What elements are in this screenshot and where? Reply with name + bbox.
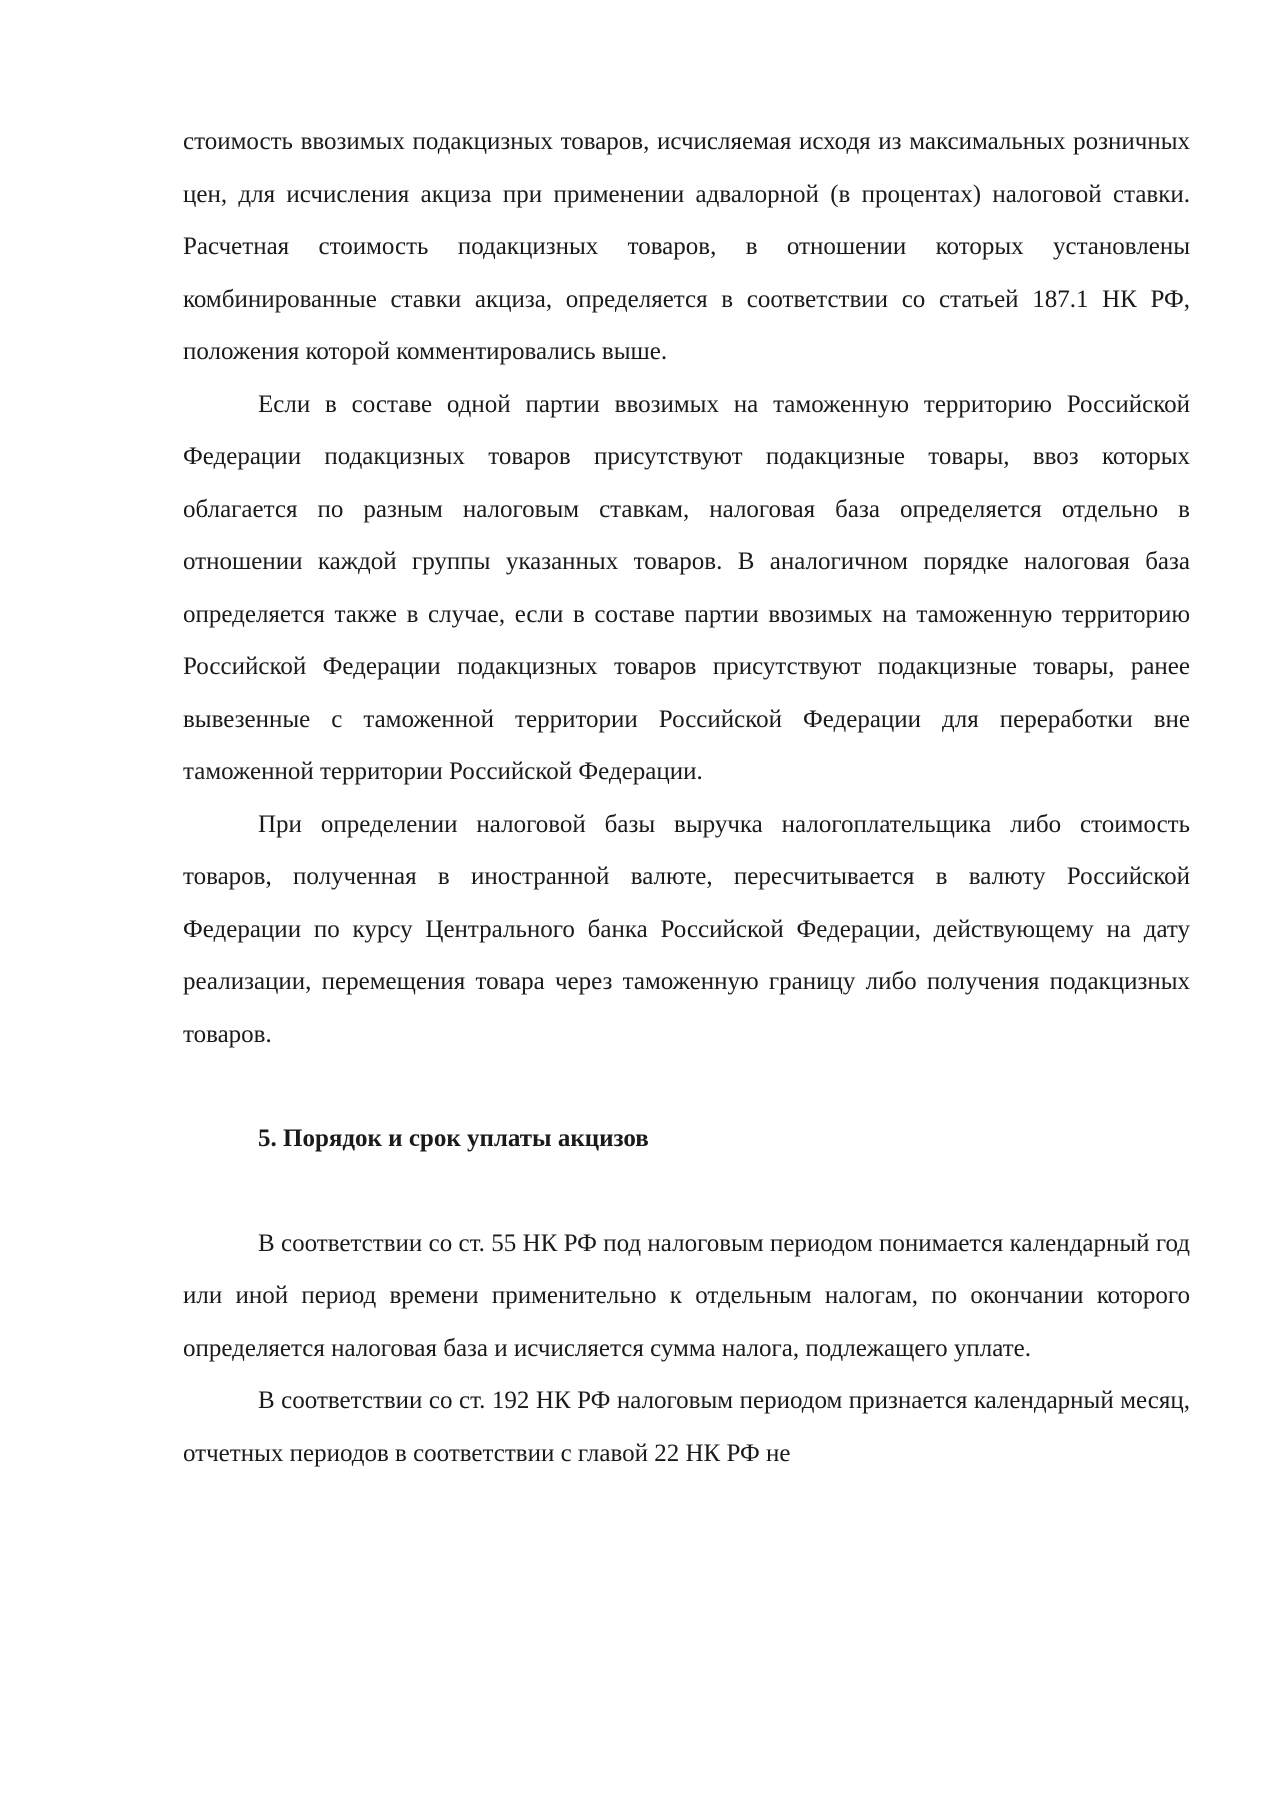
paragraph-calculated-value: стоимость ввозимых подакцизных товаров, исчисляемая исходя из максимальных розничных цен, для исчисления акциза при применении адвалорной (в процентах) налоговой ставки. Расчетная стоимость подакцизных товаров, в отношении которых установлены комбинированные ставки акциза, определяется в соответствии со статьей 187.1 НК РФ, положения которой комментировались выше. bbox=[183, 128, 1190, 365]
paragraph-tax-period-excise: В соответствии со ст. 192 НК РФ налоговым периодом признается календарный месяц, отчетных периодов в соответствии с главой 22 НК РФ не bbox=[183, 1387, 1190, 1467]
paragraph-mixed-batch: Если в составе одной партии ввозимых на таможенную территорию Российской Федерации подакцизных товаров присутствуют подакцизные товары, ввоз которых облагается по разным налоговым ставкам, налоговая база определяется отдельно в отношении каждой группы указанных товаров. В аналогичном порядке налоговая база определяется также в случае, если в составе партии ввозимых на таможенную территорию Российской Федерации подакцизных товаров присутствуют подакцизные товары, ранее вывезенные с таможенной территории Российской Федерации для переработки вне таможенной территории Российской Федерации. bbox=[183, 390, 1190, 785]
document-page bbox=[183, 116, 1190, 1480]
paragraph-foreign-currency: При определении налоговой базы выручка налогоплательщика либо стоимость товаров, полученная в иностранной валюте, пересчитывается в валюту Российской Федерации по курсу Центрального банка Российской Федерации, действующему на дату реализации, перемещения товара через таможенную границу либо получения подакцизных товаров. bbox=[183, 810, 1190, 1048]
section-heading: 5. Порядок и срок уплаты акцизов bbox=[258, 1125, 649, 1152]
paragraph-tax-period-definition: В соответствии со ст. 55 НК РФ под налоговым периодом понимается календарный год или иной период времени применительно к отдельным налогам, по окончании которого определяется налоговая база и исчисляется сумма налога, подлежащего уплате. bbox=[183, 1229, 1190, 1362]
